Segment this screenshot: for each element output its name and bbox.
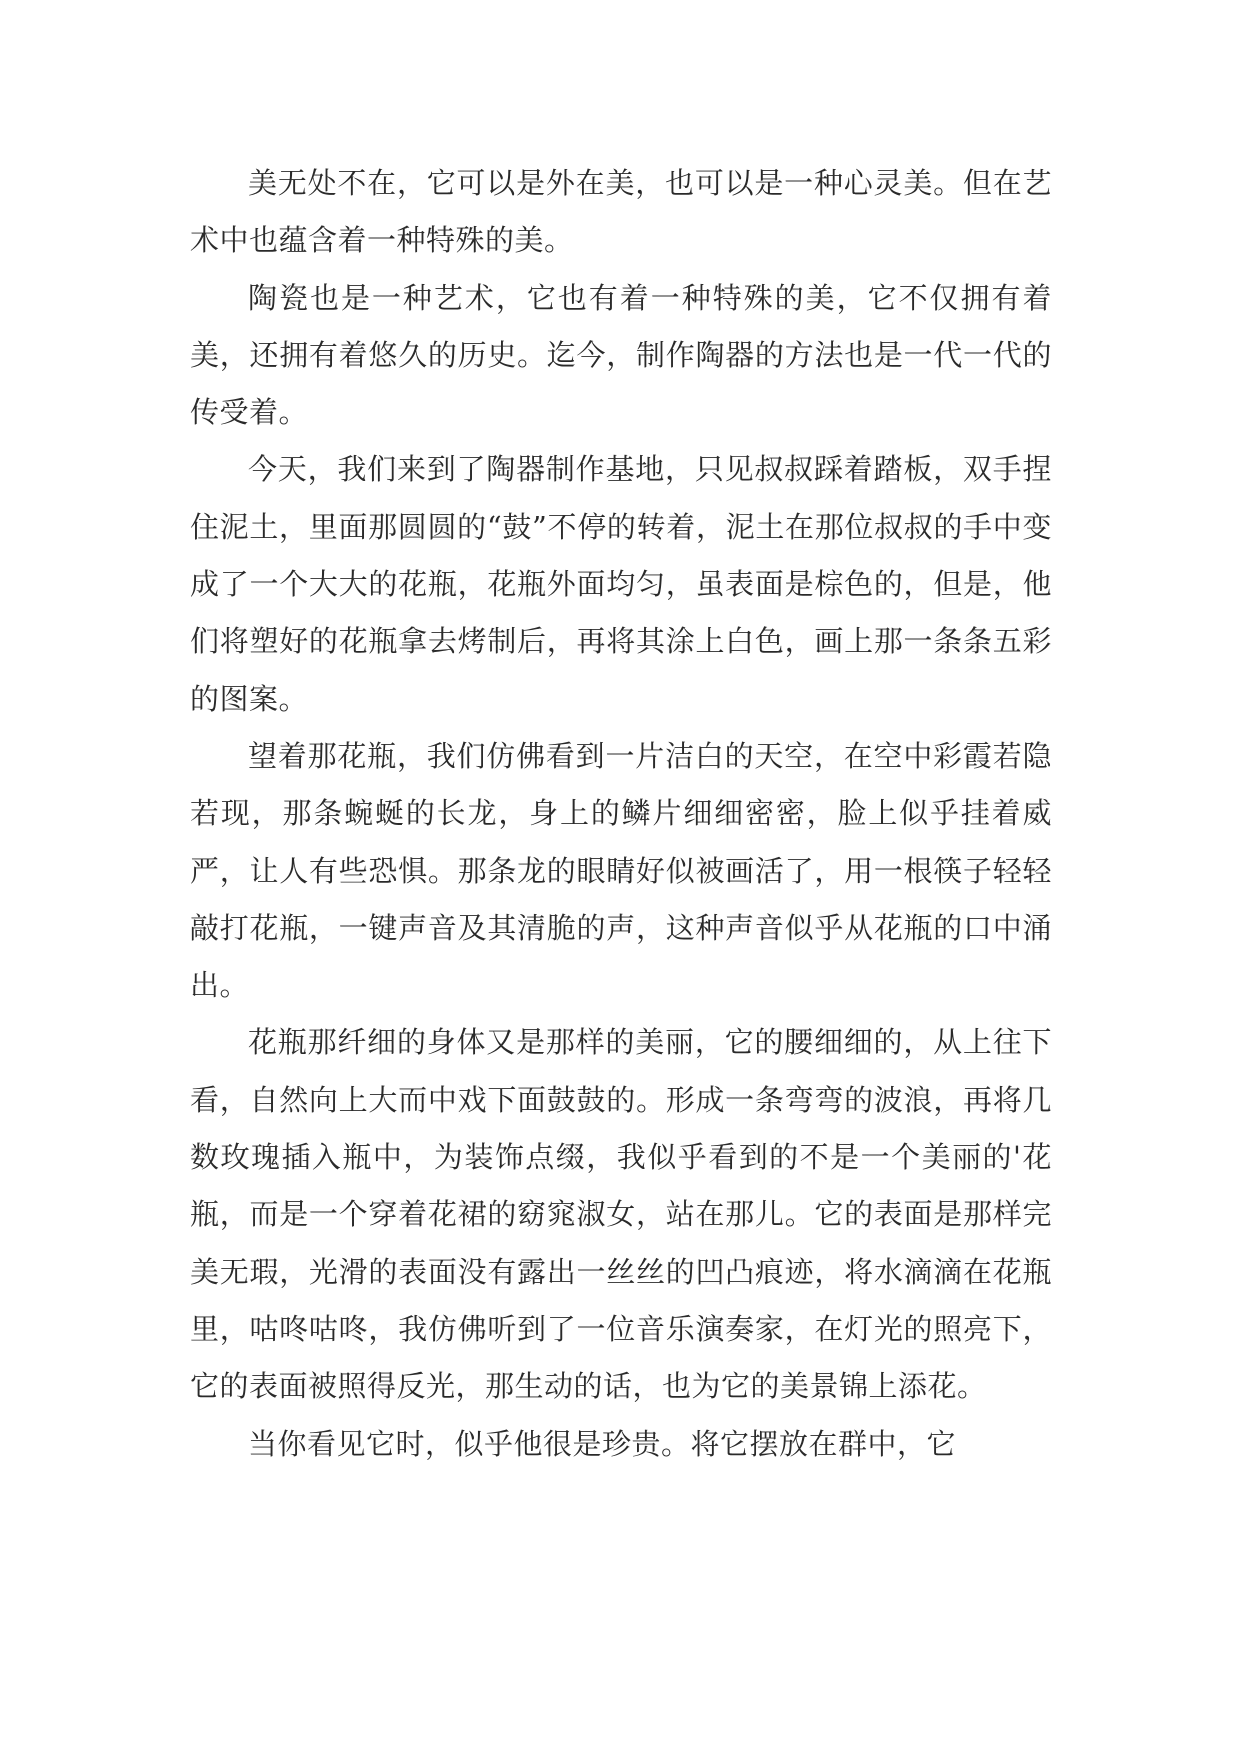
paragraph-3: 今天，我们来到了陶器制作基地，只见叔叔踩着踏板，双手捏住泥土，里面那圆圆的“鼓”不停的转着，泥土在那位叔叔的手中变成了一个大大的花瓶，花瓶外面均匀，虽表面是棕色的，但是，他们将塑好的花瓶拿去烤制后，再将其涂上白色，画上那一条条五彩的图案。 [190, 452, 1052, 716]
paragraph-5: 花瓶那纤细的身体又是那样的美丽，它的腰细细的，从上往下看，自然向上大而中戏下面鼓鼓的。形成一条弯弯的波浪，再将几数玫瑰插入瓶中，为装饰点缀，我似乎看到的不是一个美丽的'花瓶，而是一个穿着花裙的窈窕淑女，站在那儿。它的表面是那样完美无瑕，光滑的表面没有露出一丝丝的凹凸痕迹，将水滴滴在花瓶里，咕咚咕咚，我仿佛听到了一位音乐演奏家，在灯光的照亮下，它的表面被照得反光，那生动的话，也为它的美景锦上添花。 [190, 1025, 1052, 1404]
paragraph-1: 美无处不在，它可以是外在美，也可以是一种心灵美。但在艺术中也蕴含着一种特殊的美。 [190, 166, 1052, 258]
document-body [190, 155, 1052, 1473]
paragraph-4: 望着那花瓶，我们仿佛看到一片洁白的天空，在空中彩霞若隐若现，那条蜿蜒的长龙，身上的鳞片细细密密，脸上似乎挂着威严，让人有些恐惧。那条龙的眼睛好似被画活了，用一根筷子轻轻敲打花瓶，一键声音及其清脆的声，这种声音似乎从花瓶的口中涌出。 [190, 738, 1052, 1003]
paragraph-6: 当你看见它时，似乎他很是珍贵。将它摆放在群中，它 [248, 1426, 957, 1461]
paragraph-2: 陶瓷也是一种艺术，它也有着一种特殊的美，它不仅拥有着美，还拥有着悠久的历史。迄今，制作陶器的方法也是一代一代的传受着。 [190, 280, 1052, 430]
